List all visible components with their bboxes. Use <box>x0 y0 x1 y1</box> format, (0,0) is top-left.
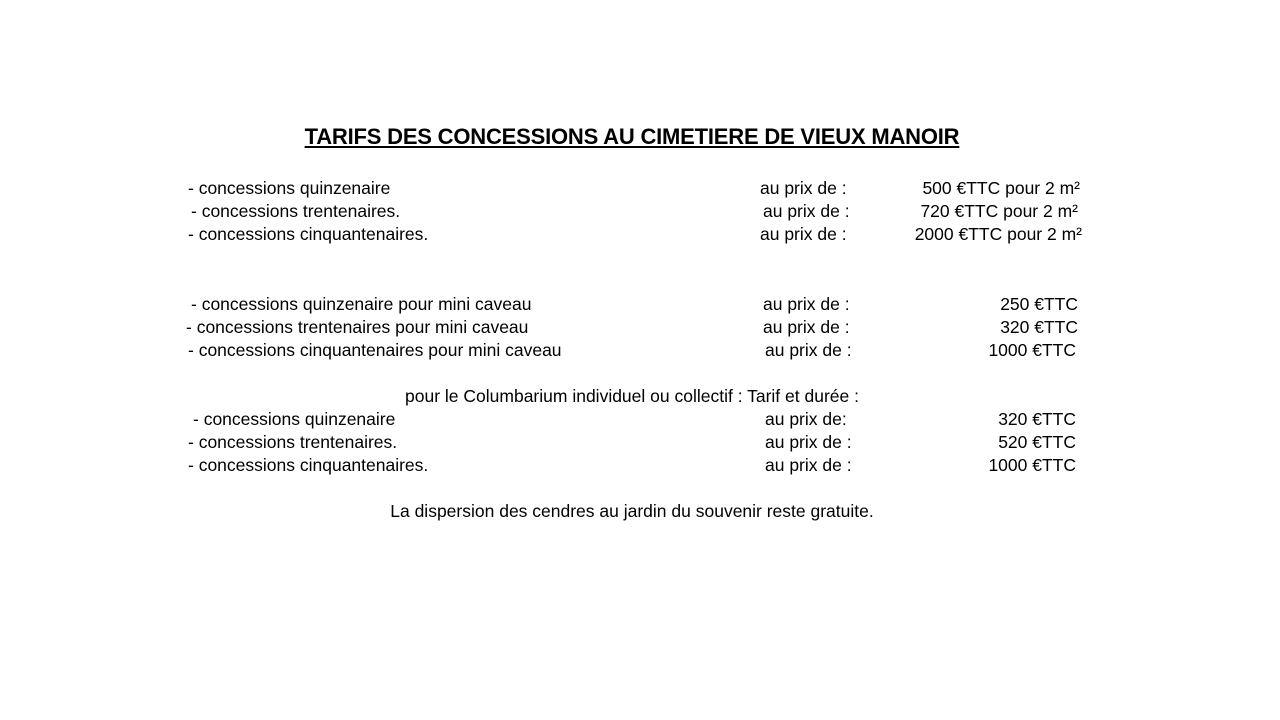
row-prix: au prix de : <box>765 340 852 360</box>
row-label: - concessions cinquantenaires. <box>188 224 429 244</box>
row-amount: 520 €TTC <box>998 432 1076 452</box>
row-label: - concessions trentenaires pour mini caveau <box>186 317 529 337</box>
footer-note: La dispersion des cendres au jardin du souvenir reste gratuite. <box>390 501 874 521</box>
row-prix: au prix de : <box>765 455 852 475</box>
row-label: - concessions cinquantenaires. <box>188 455 429 475</box>
row-amount: 720 €TTC pour 2 m² <box>920 201 1078 221</box>
row-label: - concessions cinquantenaires pour mini caveau <box>188 340 562 360</box>
row-amount: 320 €TTC <box>1000 317 1078 337</box>
row-amount: 500 €TTC pour 2 m² <box>922 178 1080 198</box>
row-label: - concessions quinzenaire <box>193 409 396 429</box>
row-prix: au prix de : <box>760 178 847 198</box>
row-prix: au prix de : <box>765 432 852 452</box>
row-prix: au prix de: <box>765 409 847 429</box>
row-amount: 250 €TTC <box>1000 294 1078 314</box>
row-amount: 1000 €TTC <box>988 340 1076 360</box>
row-amount: 320 €TTC <box>998 409 1076 429</box>
columbarium-heading: pour le Columbarium individuel ou collectif : Tarif et durée : <box>405 386 859 406</box>
page-title: TARIFS DES CONCESSIONS AU CIMETIERE DE VIEUX MANOIR <box>304 124 960 149</box>
row-amount: 2000 €TTC pour 2 m² <box>914 224 1082 244</box>
row-prix: au prix de : <box>763 294 850 314</box>
row-prix: au prix de : <box>763 317 850 337</box>
row-prix: au prix de : <box>760 224 847 244</box>
row-label: - concessions quinzenaire <box>188 178 391 198</box>
row-amount: 1000 €TTC <box>988 455 1076 475</box>
row-label: - concessions trentenaires. <box>188 432 398 452</box>
row-prix: au prix de : <box>763 201 850 221</box>
row-label: - concessions quinzenaire pour mini caveau <box>191 294 532 314</box>
row-label: - concessions trentenaires. <box>191 201 401 221</box>
